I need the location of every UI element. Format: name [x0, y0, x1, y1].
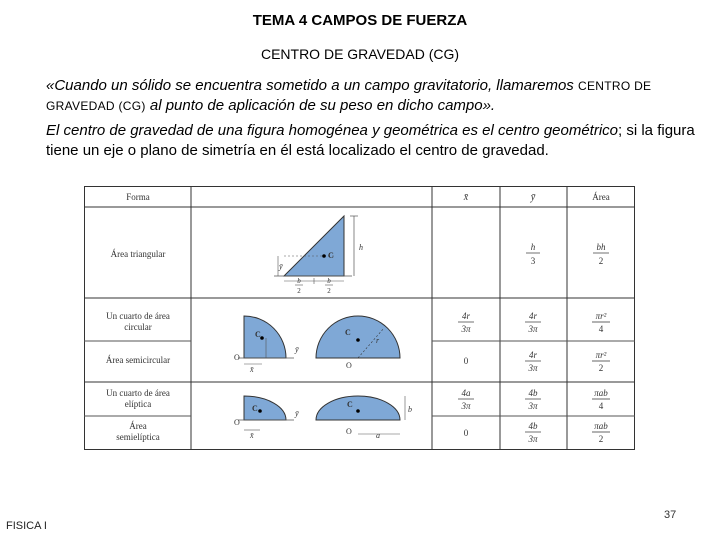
svg-text:3π: 3π [528, 401, 538, 411]
quote-part2: al punto de aplicación de su peso en dicho campo». [149, 97, 496, 114]
svg-text:πr²: πr² [595, 311, 607, 321]
svg-text:4r: 4r [461, 311, 471, 321]
svg-text:3: 3 [530, 256, 536, 266]
svg-text:πab: πab [594, 421, 608, 431]
row-3-area [592, 388, 610, 411]
para2-italic: El centro de gravedad de una figura homogénea y geométrica es el centro geométrico [46, 122, 619, 139]
svg-text:C: C [347, 400, 353, 409]
definition-paragraph [46, 76, 686, 116]
row-2-area [592, 350, 610, 373]
svg-text:2: 2 [598, 434, 604, 444]
header-ybar: ȳ [530, 192, 536, 203]
row-name-quarter-ellipse-1: Un cuarto de área [106, 388, 170, 398]
row-4-xbar: 0 [463, 428, 469, 438]
triangle-centroid-dot [322, 254, 326, 258]
semiellipse-figure [316, 396, 412, 440]
svg-text:3π: 3π [461, 401, 471, 411]
svg-text:h: h [530, 242, 536, 252]
svg-text:4: 4 [598, 324, 604, 334]
svg-text:C: C [345, 328, 351, 337]
row-3-xbar [458, 388, 474, 411]
row-0-area [593, 242, 609, 266]
triangle-c-label: C [328, 251, 334, 260]
svg-text:4r: 4r [528, 311, 538, 321]
para2-upright: ; si la figura tiene un eje o plano de simetría en él está localizado el centro de gravedad. [46, 122, 695, 159]
row-name-semiellipse-2: semielíptica [116, 432, 160, 442]
symmetry-paragraph [46, 121, 711, 161]
svg-text:x̄: x̄ [250, 431, 254, 440]
svg-text:2: 2 [598, 256, 604, 266]
row-name-quarter-circle-2: circular [124, 322, 152, 332]
row-name-semicircle: Área semicircular [105, 355, 171, 365]
quarter-circle-figure [234, 316, 299, 374]
svg-text:2: 2 [598, 363, 604, 373]
svg-text:C: C [255, 330, 261, 339]
svg-text:πr²: πr² [595, 350, 607, 360]
svg-text:x̄: x̄ [250, 365, 254, 374]
svg-text:O: O [234, 418, 240, 427]
header-xbar: x̄ [463, 192, 469, 203]
row-1-area [592, 311, 610, 334]
svg-text:C: C [252, 404, 258, 413]
svg-text:b: b [297, 277, 301, 285]
row-4-area [592, 421, 610, 444]
quote-term: CENTRO DE GRAVEDAD (CG) [46, 79, 652, 113]
triangle-figure [274, 216, 363, 295]
svg-text:a: a [376, 431, 380, 440]
svg-text:3π: 3π [528, 363, 538, 373]
row-2-ybar [525, 350, 541, 373]
row-1-ybar [525, 311, 541, 334]
row-1-xbar [458, 311, 474, 334]
slide-subtitle: CENTRO DE GRAVEDAD (CG) [260, 46, 460, 62]
header-area: Área [592, 192, 610, 202]
page-number: 37 [664, 509, 677, 521]
svg-text:O: O [346, 427, 352, 436]
svg-text:2: 2 [327, 287, 331, 295]
quote-part1: «Cuando un sólido se encuentra sometido a un campo gravitatorio, llamaremos [46, 77, 574, 94]
svg-text:ȳ: ȳ [295, 345, 299, 354]
row-name-triangular: Área triangular [110, 249, 166, 259]
svg-text:πab: πab [594, 388, 608, 398]
svg-text:4b: 4b [528, 388, 538, 398]
svg-text:b: b [327, 277, 331, 285]
triangle-h-label: h [359, 243, 363, 252]
quarter-ellipse-figure [234, 396, 299, 440]
svg-text:b: b [408, 405, 412, 414]
semicircle-figure [316, 316, 400, 370]
row-4-ybar [525, 421, 541, 444]
svg-text:3π: 3π [528, 434, 538, 444]
svg-text:2: 2 [297, 287, 301, 295]
svg-text:bh: bh [596, 242, 606, 252]
row-name-semiellipse-1: Área [129, 421, 147, 431]
footer-course: FISICA I [6, 520, 47, 532]
svg-text:4b: 4b [528, 421, 538, 431]
svg-text:4: 4 [598, 401, 604, 411]
svg-text:3π: 3π [528, 324, 538, 334]
svg-text:4a: 4a [461, 388, 471, 398]
centroid-table [84, 186, 636, 450]
svg-text:r: r [376, 336, 380, 345]
row-2-xbar: 0 [463, 356, 469, 366]
svg-text:ȳ: ȳ [295, 409, 299, 418]
row-0-ybar [526, 242, 540, 266]
svg-text:O: O [346, 361, 352, 370]
slide-title: TEMA 4 CAMPOS DE FUERZA [252, 12, 468, 29]
svg-text:3π: 3π [461, 324, 471, 334]
row-3-ybar [525, 388, 541, 411]
triangle-ybar-label: ȳ [279, 262, 283, 271]
svg-text:O: O [234, 353, 240, 362]
row-name-quarter-circle-1: Un cuarto de área [106, 311, 170, 321]
header-forma: Forma [126, 192, 150, 202]
svg-text:4r: 4r [528, 350, 538, 360]
row-name-quarter-ellipse-2: elíptica [124, 399, 152, 409]
